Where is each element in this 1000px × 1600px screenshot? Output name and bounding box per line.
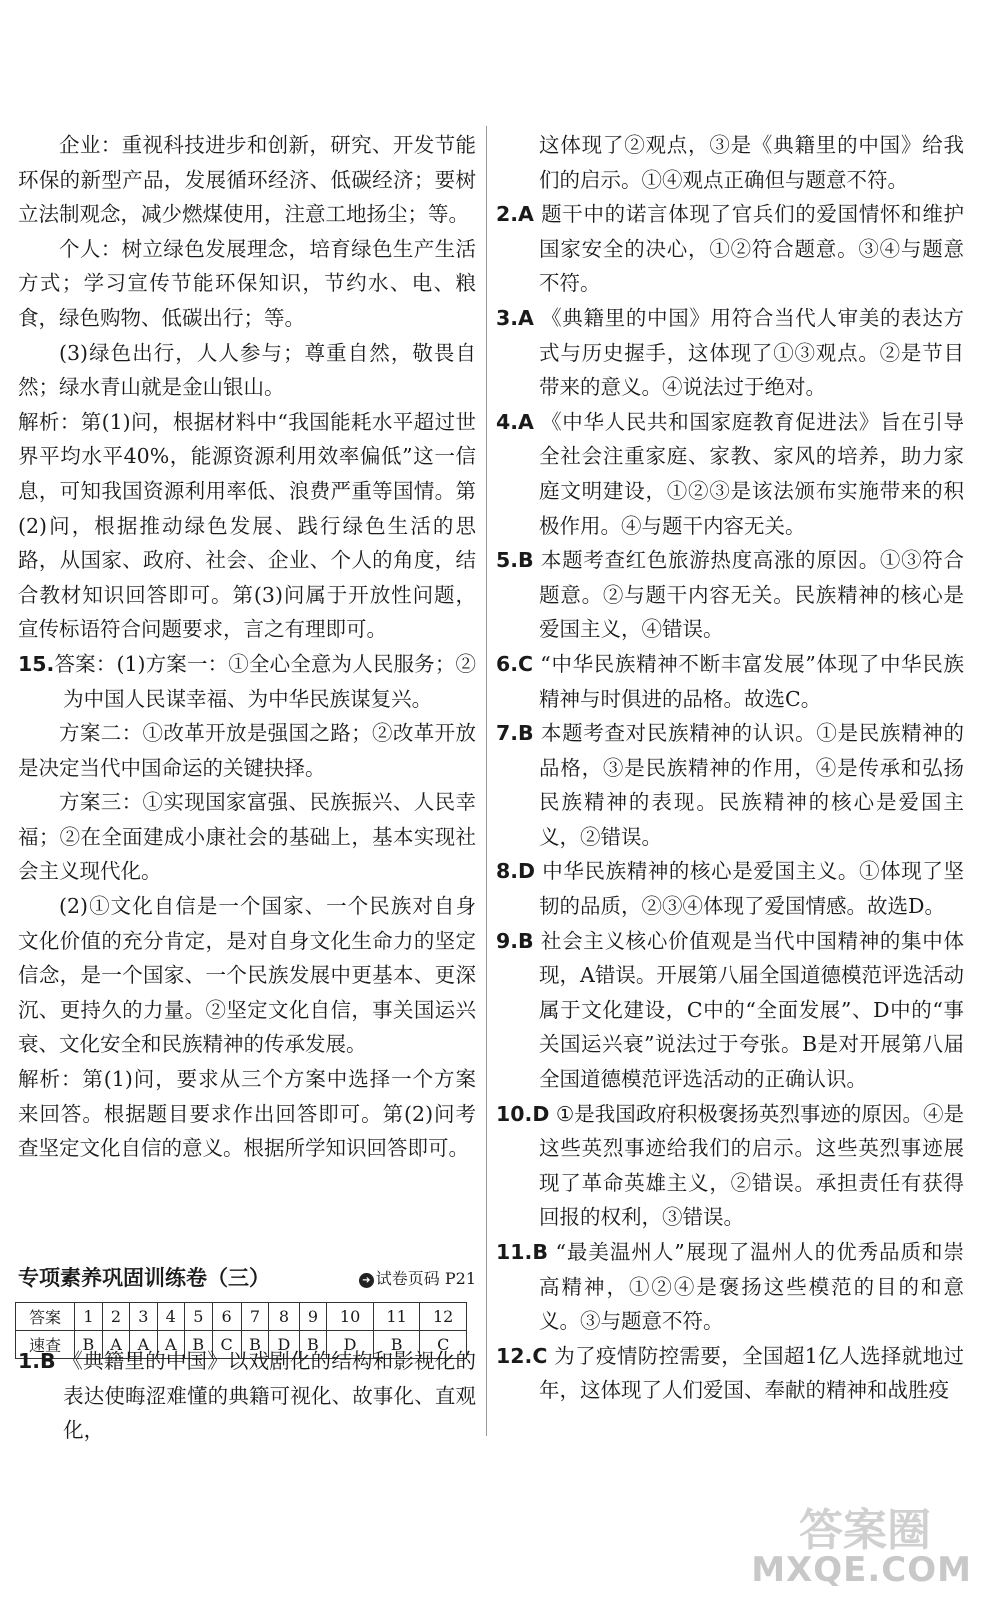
plan-three: 方案三：①实现国家富强、民族振兴、人民幸福；②在全面建成小康社会的基础上，基本实现社会主义现代化。 xyxy=(18,790,476,884)
right-column xyxy=(496,128,964,1408)
individual-paragraph: 个人：树立绿色发展理念，培育绿色生产生活方式；学习宣传节能环保知识，节约水、电、粮食，绿色购物、低碳出行；等。 xyxy=(18,236,476,330)
list-item xyxy=(496,1097,964,1235)
table-cell: 7 xyxy=(241,1303,269,1331)
item-number: 3.A xyxy=(496,305,534,330)
table-cell: 8 xyxy=(269,1303,299,1331)
list-item xyxy=(496,197,964,301)
item-number: 8.D xyxy=(496,859,536,884)
table-cell: A xyxy=(102,1331,129,1359)
table-cell: 6 xyxy=(212,1303,241,1331)
item-text: 《典籍里的中国》用符合当代人审美的表达方式与历史握手，这体现了①③观点。②是节目带来的意义。④说法过于绝对。 xyxy=(539,305,964,400)
item-number: 11.B xyxy=(496,1240,548,1264)
answer-1-number: 1.B xyxy=(18,1349,56,1373)
table-cell: B xyxy=(75,1331,103,1359)
list-item xyxy=(496,716,964,854)
item-number: 6.C xyxy=(496,651,534,676)
answer-15 xyxy=(18,647,476,716)
item-number: 9.B xyxy=(496,928,534,953)
table-label: 速查 xyxy=(16,1331,75,1359)
list-item xyxy=(496,854,964,923)
enterprise-paragraph: 企业：重视科技进步和创新，研究、开发节能环保的新型产品，发展循环经济、低碳经济；要树立法制观念，减少燃煤使用，注意工地扬尘；等。 xyxy=(18,133,476,227)
watermark-site: MXQE.COM xyxy=(751,1550,972,1590)
table-row xyxy=(16,1303,467,1331)
item-text: 社会主义核心价值观是当代中国精神的集中体现，A错误。开展第八届全国道德模范评选活动属于文化建设，C中的“全面发展”、D中的“事关国运兴衰”说法过于夸张。B是对开展第八届全国道德模范评选活动的正确认识。 xyxy=(539,928,964,1092)
section-title: 专项素养巩固训练卷（三） xyxy=(18,1266,270,1290)
item-number: 2.A xyxy=(496,202,534,227)
table-cell: B xyxy=(373,1331,420,1359)
item-text: 题干中的诺言体现了官兵们的爱国情怀和维护国家安全的决心，①②符合题意。③④与题意不符。 xyxy=(539,202,964,296)
list-item xyxy=(496,647,964,716)
left-column xyxy=(18,128,476,1166)
item-number: 7.B xyxy=(496,721,534,746)
table-cell: 2 xyxy=(102,1303,129,1331)
table-cell: B xyxy=(184,1331,212,1359)
list-item xyxy=(496,1235,964,1339)
item-number: 4.A xyxy=(496,409,534,434)
table-cell: 4 xyxy=(157,1303,184,1331)
answer-15-text: 答案：(1)方案一：①全心全意为人民服务；②为中国人民谋幸福、为中华民族谋复兴。 xyxy=(54,651,476,711)
item-number: 5.B xyxy=(496,548,534,573)
table-cell: C xyxy=(420,1331,467,1359)
item-text: “中华民族精神不断丰富发展”体现了中华民族精神与时俱进的品格。故选C。 xyxy=(539,651,964,711)
list-item xyxy=(496,405,964,543)
page-reference-text: 试卷页码 P21 xyxy=(375,1269,476,1288)
plan-two: 方案二：①改革开放是强国之路；②改革开放是决定当代中国命运的关键抉择。 xyxy=(18,721,476,780)
table-cell: A xyxy=(130,1331,157,1359)
answer-1 xyxy=(18,1344,476,1448)
table-label: 答案 xyxy=(16,1303,75,1331)
table-cell: 3 xyxy=(130,1303,157,1331)
column-divider xyxy=(486,126,487,1436)
item-text: 为了疫情防控需要，全国超1亿人选择就地过年，这体现了人们爱国、奉献的精神和战胜疫 xyxy=(539,1343,964,1403)
item-text: 中华民族精神的核心是爱国主义。①体现了坚韧的品质，②③④体现了爱国情感。故选D。 xyxy=(539,859,964,919)
answer-1-continued: 这体现了②观点，③是《典籍里的中国》给我们的启示。①④观点正确但与题意不符。 xyxy=(539,133,964,192)
page-reference xyxy=(359,1266,476,1289)
table-cell: 11 xyxy=(373,1303,420,1331)
list-item xyxy=(496,543,964,647)
table-cell: D xyxy=(269,1331,299,1359)
list-item xyxy=(496,301,964,405)
slogan-paragraph: (3)绿色出行，人人参与；尊重自然，敬畏自然；绿水青山就是金山银山。 xyxy=(18,340,476,400)
table-cell: 12 xyxy=(420,1303,467,1331)
table-cell: D xyxy=(327,1331,374,1359)
table-cell: C xyxy=(212,1331,241,1359)
table-cell: A xyxy=(157,1331,184,1359)
table-cell: 9 xyxy=(299,1303,327,1331)
table-cell: B xyxy=(299,1331,327,1359)
answer-1-block xyxy=(18,1344,476,1448)
table-cell: 5 xyxy=(184,1303,212,1331)
item-text: 本题考查红色旅游热度高涨的原因。①③符合题意。②与题干内容无关。民族精神的核心是爱国主义，④错误。 xyxy=(539,548,964,642)
item-text: 《中华人民共和国家庭教育促进法》旨在引导全社会注重家庭、家教、家风的培养，助力家庭文明建设，①②③是该法颁布实施带来的积极作用。④与题干内容无关。 xyxy=(539,409,964,538)
table-cell: B xyxy=(241,1331,269,1359)
table-cell: 10 xyxy=(327,1303,374,1331)
analysis-15: 解析：第(1)问，要求从三个方案中选择一个方案来回答。根据题目要求作出回答即可。第(2)问考查坚定文化自信的意义。根据所学知识回答即可。 xyxy=(18,1067,476,1161)
item-text: “最美温州人”展现了温州人的优秀品质和崇高精神，①②④是褒扬这些模范的目的和意义。③与题意不符。 xyxy=(539,1240,964,1334)
section-header xyxy=(18,1262,476,1296)
watermark-logo: 答案圈 xyxy=(799,1505,931,1556)
cultural-confidence: (2)①文化自信是一个国家、一个民族对自身文化价值的充分肯定，是对自身文化生命力的坚定信念，是一个国家、一个民族发展中更基本、更深沉、更持久的力量。②坚定文化自信，事关国运兴衰、文化安全和民族精神的传承发展。 xyxy=(18,894,476,1057)
list-item xyxy=(496,924,964,1097)
table-cell: 1 xyxy=(75,1303,103,1331)
question-number-15: 15. xyxy=(18,651,55,676)
item-number: 10.D xyxy=(496,1101,550,1126)
item-number: 12.C xyxy=(496,1343,548,1368)
item-text: 本题考查对民族精神的认识。①是民族精神的品格，③是民族精神的作用，④是传承和弘扬民族精神的表现。民族精神的核心是爱国主义，②错误。 xyxy=(539,721,964,849)
analysis-14: 解析：第(1)问，根据材料中“我国能耗水平超过世界平均水平40%，能源资源利用效率偏低”这一信息，可知我国资源利用率低、浪费严重等国情。第(2)问，根据推动绿色发展、践行绿色生活的思路，从国家、政府、社会、企业、个人的角度，结合教材知识回答即可。第(3)问属于开放性问题，宣传标语符合问题要求，言之有理即可。 xyxy=(18,409,476,642)
answer-1-text: 《典籍里的中国》以戏剧化的结构和影视化的表达使晦涩难懂的典籍可视化、故事化、直观化， xyxy=(62,1349,476,1443)
arrow-right-icon: ➜ xyxy=(359,1273,374,1288)
item-text: ①是我国政府积极褒扬英烈事迹的原因。④是这些英烈事迹给我们的启示。这些英烈事迹展现了革命英雄主义，②错误。承担责任有获得回报的权利，③错误。 xyxy=(539,1101,964,1230)
list-item xyxy=(496,1339,964,1408)
